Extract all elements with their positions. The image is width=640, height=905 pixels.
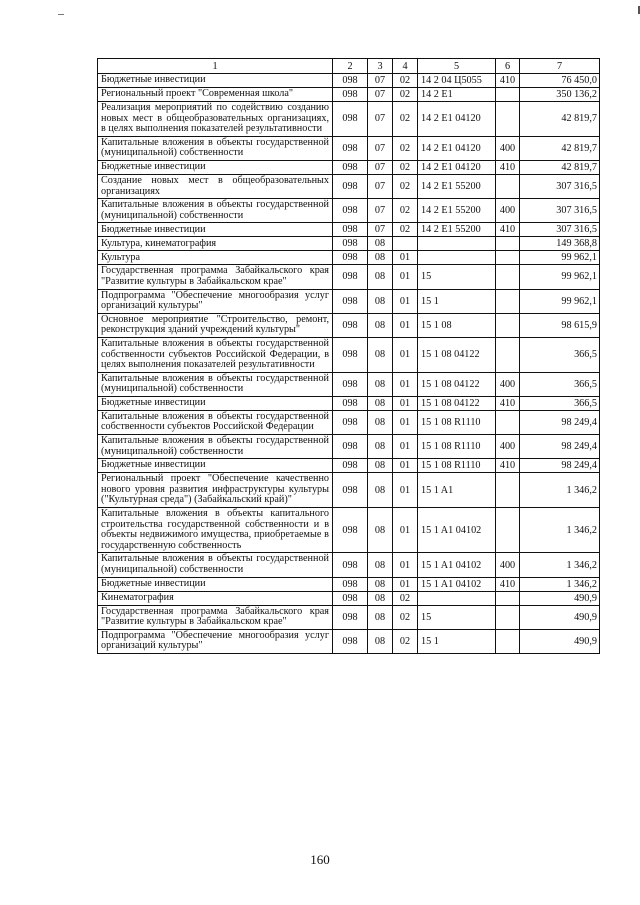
expense-type-code: 410 bbox=[496, 223, 520, 237]
table-row bbox=[98, 199, 600, 223]
ministry-code: 098 bbox=[333, 174, 368, 198]
subsection-code bbox=[393, 237, 418, 251]
header-cell-4: 4 bbox=[393, 59, 418, 74]
target-article-code: 15 1 A1 04102 bbox=[418, 508, 496, 553]
table-row bbox=[98, 410, 600, 434]
target-article-code: 14 2 E1 55200 bbox=[418, 174, 496, 198]
ministry-code: 098 bbox=[333, 396, 368, 410]
item-name: Кинематография bbox=[98, 591, 333, 605]
budget-table bbox=[97, 58, 600, 654]
ministry-code: 098 bbox=[333, 265, 368, 289]
ministry-code: 098 bbox=[333, 459, 368, 473]
ministry-code: 098 bbox=[333, 160, 368, 174]
item-name: Основное мероприятие "Строительство, ремонт, реконструкция зданий учреждений культуры" bbox=[98, 313, 333, 337]
table-row bbox=[98, 372, 600, 396]
section-code: 08 bbox=[368, 473, 393, 508]
expense-type-code bbox=[496, 237, 520, 251]
subsection-code: 02 bbox=[393, 88, 418, 102]
amount: 366,5 bbox=[520, 396, 600, 410]
table-row bbox=[98, 629, 600, 653]
item-name: Культура, кинематография bbox=[98, 237, 333, 251]
ministry-code: 098 bbox=[333, 473, 368, 508]
section-code: 08 bbox=[368, 459, 393, 473]
section-code: 08 bbox=[368, 605, 393, 629]
item-name: Бюджетные инвестиции bbox=[98, 160, 333, 174]
item-name: Капитальные вложения в объекты капитального строительства государственной собственности и в объекты недвижимого имущества, приобретаемые в государственную собственность bbox=[98, 508, 333, 553]
amount: 366,5 bbox=[520, 372, 600, 396]
ministry-code: 098 bbox=[333, 102, 368, 137]
subsection-code: 02 bbox=[393, 223, 418, 237]
section-code: 07 bbox=[368, 174, 393, 198]
target-article-code: 15 1 08 R1110 bbox=[418, 435, 496, 459]
subsection-code: 01 bbox=[393, 410, 418, 434]
expense-type-code bbox=[496, 88, 520, 102]
item-name: Государственная программа Забайкальского края "Развитие культуры в Забайкальском крае" bbox=[98, 265, 333, 289]
target-article-code: 14 2 E1 04120 bbox=[418, 160, 496, 174]
table-row bbox=[98, 396, 600, 410]
item-name: Бюджетные инвестиции bbox=[98, 459, 333, 473]
ministry-code: 098 bbox=[333, 508, 368, 553]
table-row bbox=[98, 577, 600, 591]
amount: 98 249,4 bbox=[520, 435, 600, 459]
ministry-code: 098 bbox=[333, 553, 368, 577]
section-code: 08 bbox=[368, 553, 393, 577]
amount: 366,5 bbox=[520, 337, 600, 372]
table-row bbox=[98, 313, 600, 337]
target-article-code: 14 2 E1 55200 bbox=[418, 223, 496, 237]
section-code: 08 bbox=[368, 289, 393, 313]
expense-type-code bbox=[496, 265, 520, 289]
table-row bbox=[98, 289, 600, 313]
subsection-code: 01 bbox=[393, 577, 418, 591]
expense-type-code bbox=[496, 508, 520, 553]
item-name: Бюджетные инвестиции bbox=[98, 74, 333, 88]
ministry-code: 098 bbox=[333, 199, 368, 223]
expense-type-code bbox=[496, 473, 520, 508]
item-name: Бюджетные инвестиции bbox=[98, 396, 333, 410]
item-name: Подпрограмма "Обеспечение многообразия услуг организаций культуры" bbox=[98, 289, 333, 313]
item-name: Капитальные вложения в объекты государственной (муниципальной) собственности bbox=[98, 553, 333, 577]
ministry-code: 098 bbox=[333, 251, 368, 265]
target-article-code: 15 1 A1 04102 bbox=[418, 577, 496, 591]
expense-type-code bbox=[496, 591, 520, 605]
section-code: 07 bbox=[368, 160, 393, 174]
target-article-code: 15 bbox=[418, 265, 496, 289]
ministry-code: 098 bbox=[333, 435, 368, 459]
page-number: 160 bbox=[310, 852, 330, 867]
table-row bbox=[98, 251, 600, 265]
section-code: 08 bbox=[368, 435, 393, 459]
subsection-code: 01 bbox=[393, 337, 418, 372]
section-code: 07 bbox=[368, 102, 393, 137]
section-code: 07 bbox=[368, 88, 393, 102]
section-code: 08 bbox=[368, 591, 393, 605]
table-row bbox=[98, 88, 600, 102]
subsection-code: 02 bbox=[393, 605, 418, 629]
ministry-code: 098 bbox=[333, 372, 368, 396]
expense-type-code: 400 bbox=[496, 199, 520, 223]
target-article-code: 15 1 A1 bbox=[418, 473, 496, 508]
ministry-code: 098 bbox=[333, 88, 368, 102]
expense-type-code bbox=[496, 289, 520, 313]
header-row bbox=[98, 59, 600, 74]
target-article-code: 15 1 08 04122 bbox=[418, 372, 496, 396]
amount: 307 316,5 bbox=[520, 174, 600, 198]
item-name: Создание новых мест в общеобразовательных организациях bbox=[98, 174, 333, 198]
subsection-code: 01 bbox=[393, 553, 418, 577]
item-name: Капитальные вложения в объекты государственной (муниципальной) собственности bbox=[98, 136, 333, 160]
ministry-code: 098 bbox=[333, 74, 368, 88]
table-row bbox=[98, 265, 600, 289]
ministry-code: 098 bbox=[333, 591, 368, 605]
ministry-code: 098 bbox=[333, 577, 368, 591]
ministry-code: 098 bbox=[333, 136, 368, 160]
amount: 98 615,9 bbox=[520, 313, 600, 337]
expense-type-code: 400 bbox=[496, 372, 520, 396]
ministry-code: 098 bbox=[333, 629, 368, 653]
ministry-code: 098 bbox=[333, 410, 368, 434]
subsection-code: 01 bbox=[393, 313, 418, 337]
item-name: Бюджетные инвестиции bbox=[98, 223, 333, 237]
ministry-code: 098 bbox=[333, 313, 368, 337]
subsection-code: 01 bbox=[393, 435, 418, 459]
ministry-code: 098 bbox=[333, 337, 368, 372]
amount: 98 249,4 bbox=[520, 459, 600, 473]
expense-type-code bbox=[496, 605, 520, 629]
subsection-code: 01 bbox=[393, 372, 418, 396]
item-name: Реализация мероприятий по содействию созданию новых мест в общеобразовательных организациях, в целях выполнения показателей результативности bbox=[98, 102, 333, 137]
amount: 1 346,2 bbox=[520, 553, 600, 577]
section-code: 08 bbox=[368, 237, 393, 251]
header-cell-3: 3 bbox=[368, 59, 393, 74]
amount: 99 962,1 bbox=[520, 251, 600, 265]
subsection-code: 01 bbox=[393, 251, 418, 265]
item-name: Капитальные вложения в объекты государственной собственности субъектов Российской Федерации bbox=[98, 410, 333, 434]
amount: 490,9 bbox=[520, 629, 600, 653]
section-code: 08 bbox=[368, 410, 393, 434]
expense-type-code: 410 bbox=[496, 459, 520, 473]
expense-type-code bbox=[496, 313, 520, 337]
budget-table-body bbox=[98, 59, 600, 654]
subsection-code: 01 bbox=[393, 473, 418, 508]
header-cell-5: 5 bbox=[418, 59, 496, 74]
amount: 350 136,2 bbox=[520, 88, 600, 102]
table-row bbox=[98, 237, 600, 251]
subsection-code: 02 bbox=[393, 591, 418, 605]
expense-type-code: 400 bbox=[496, 553, 520, 577]
subsection-code: 02 bbox=[393, 199, 418, 223]
amount: 42 819,7 bbox=[520, 102, 600, 137]
expense-type-code bbox=[496, 174, 520, 198]
header-cell-7: 7 bbox=[520, 59, 600, 74]
amount: 490,9 bbox=[520, 605, 600, 629]
item-name: Подпрограмма "Обеспечение многообразия услуг организаций культуры" bbox=[98, 629, 333, 653]
target-article-code: 14 2 E1 55200 bbox=[418, 199, 496, 223]
table-row bbox=[98, 74, 600, 88]
amount: 99 962,1 bbox=[520, 265, 600, 289]
amount: 98 249,4 bbox=[520, 410, 600, 434]
item-name: Государственная программа Забайкальского края "Развитие культуры в Забайкальском крае" bbox=[98, 605, 333, 629]
amount: 99 962,1 bbox=[520, 289, 600, 313]
subsection-code: 02 bbox=[393, 174, 418, 198]
section-code: 08 bbox=[368, 313, 393, 337]
item-name: Бюджетные инвестиции bbox=[98, 577, 333, 591]
target-article-code: 15 1 08 04122 bbox=[418, 337, 496, 372]
amount: 42 819,7 bbox=[520, 136, 600, 160]
item-name: Региональный проект "Обеспечение качественно нового уровня развития инфраструктуры культуры ("Культурная среда") (Забайкальский край)" bbox=[98, 473, 333, 508]
item-name: Культура bbox=[98, 251, 333, 265]
table-row bbox=[98, 435, 600, 459]
table-row bbox=[98, 160, 600, 174]
amount: 42 819,7 bbox=[520, 160, 600, 174]
target-article-code: 15 1 bbox=[418, 289, 496, 313]
table-row bbox=[98, 337, 600, 372]
section-code: 08 bbox=[368, 629, 393, 653]
subsection-code: 02 bbox=[393, 136, 418, 160]
section-code: 08 bbox=[368, 372, 393, 396]
amount: 307 316,5 bbox=[520, 223, 600, 237]
subsection-code: 01 bbox=[393, 508, 418, 553]
item-name: Капитальные вложения в объекты государственной собственности субъектов Российской Федерации, в целях выполнения показателей результативности bbox=[98, 337, 333, 372]
expense-type-code: 400 bbox=[496, 435, 520, 459]
table-row bbox=[98, 459, 600, 473]
table-row bbox=[98, 605, 600, 629]
ministry-code: 098 bbox=[333, 605, 368, 629]
item-name: Капитальные вложения в объекты государственной (муниципальной) собственности bbox=[98, 372, 333, 396]
item-name: Капитальные вложения в объекты государственной (муниципальной) собственности bbox=[98, 435, 333, 459]
expense-type-code: 410 bbox=[496, 577, 520, 591]
scan-artifact bbox=[58, 14, 64, 15]
target-article-code: 15 1 bbox=[418, 629, 496, 653]
target-article-code bbox=[418, 591, 496, 605]
expense-type-code bbox=[496, 102, 520, 137]
table-row bbox=[98, 508, 600, 553]
expense-type-code: 410 bbox=[496, 160, 520, 174]
table-row bbox=[98, 591, 600, 605]
expense-type-code bbox=[496, 629, 520, 653]
expense-type-code: 410 bbox=[496, 74, 520, 88]
target-article-code bbox=[418, 251, 496, 265]
target-article-code: 15 1 A1 04102 bbox=[418, 553, 496, 577]
expense-type-code: 410 bbox=[496, 396, 520, 410]
ministry-code: 098 bbox=[333, 223, 368, 237]
subsection-code: 02 bbox=[393, 160, 418, 174]
table-row bbox=[98, 174, 600, 198]
expense-type-code: 400 bbox=[496, 136, 520, 160]
amount: 76 450,0 bbox=[520, 74, 600, 88]
expense-type-code bbox=[496, 337, 520, 372]
table-row bbox=[98, 102, 600, 137]
target-article-code: 14 2 E1 04120 bbox=[418, 102, 496, 137]
header-cell-6: 6 bbox=[496, 59, 520, 74]
expense-type-code bbox=[496, 410, 520, 434]
section-code: 08 bbox=[368, 337, 393, 372]
ministry-code: 098 bbox=[333, 289, 368, 313]
subsection-code: 01 bbox=[393, 459, 418, 473]
section-code: 07 bbox=[368, 136, 393, 160]
subsection-code: 01 bbox=[393, 396, 418, 410]
amount: 307 316,5 bbox=[520, 199, 600, 223]
amount: 149 368,8 bbox=[520, 237, 600, 251]
table-row bbox=[98, 473, 600, 508]
item-name: Региональный проект "Современная школа" bbox=[98, 88, 333, 102]
table-row bbox=[98, 136, 600, 160]
section-code: 08 bbox=[368, 265, 393, 289]
expense-type-code bbox=[496, 251, 520, 265]
subsection-code: 02 bbox=[393, 102, 418, 137]
section-code: 08 bbox=[368, 508, 393, 553]
header-cell-1: 1 bbox=[98, 59, 333, 74]
target-article-code: 14 2 04 Ц5055 bbox=[418, 74, 496, 88]
section-code: 07 bbox=[368, 74, 393, 88]
target-article-code: 15 1 08 R1110 bbox=[418, 410, 496, 434]
target-article-code: 15 1 08 bbox=[418, 313, 496, 337]
target-article-code: 15 bbox=[418, 605, 496, 629]
table-row bbox=[98, 553, 600, 577]
subsection-code: 01 bbox=[393, 265, 418, 289]
target-article-code: 14 2 E1 04120 bbox=[418, 136, 496, 160]
subsection-code: 02 bbox=[393, 629, 418, 653]
target-article-code: 14 2 E1 bbox=[418, 88, 496, 102]
section-code: 08 bbox=[368, 251, 393, 265]
header-cell-2: 2 bbox=[333, 59, 368, 74]
ministry-code: 098 bbox=[333, 237, 368, 251]
table-row bbox=[98, 223, 600, 237]
target-article-code: 15 1 08 04122 bbox=[418, 396, 496, 410]
amount: 1 346,2 bbox=[520, 473, 600, 508]
section-code: 08 bbox=[368, 577, 393, 591]
amount: 1 346,2 bbox=[520, 577, 600, 591]
subsection-code: 02 bbox=[393, 74, 418, 88]
target-article-code: 15 1 08 R1110 bbox=[418, 459, 496, 473]
amount: 490,9 bbox=[520, 591, 600, 605]
item-name: Капитальные вложения в объекты государственной (муниципальной) собственности bbox=[98, 199, 333, 223]
section-code: 07 bbox=[368, 223, 393, 237]
section-code: 07 bbox=[368, 199, 393, 223]
amount: 1 346,2 bbox=[520, 508, 600, 553]
subsection-code: 01 bbox=[393, 289, 418, 313]
target-article-code bbox=[418, 237, 496, 251]
section-code: 08 bbox=[368, 396, 393, 410]
